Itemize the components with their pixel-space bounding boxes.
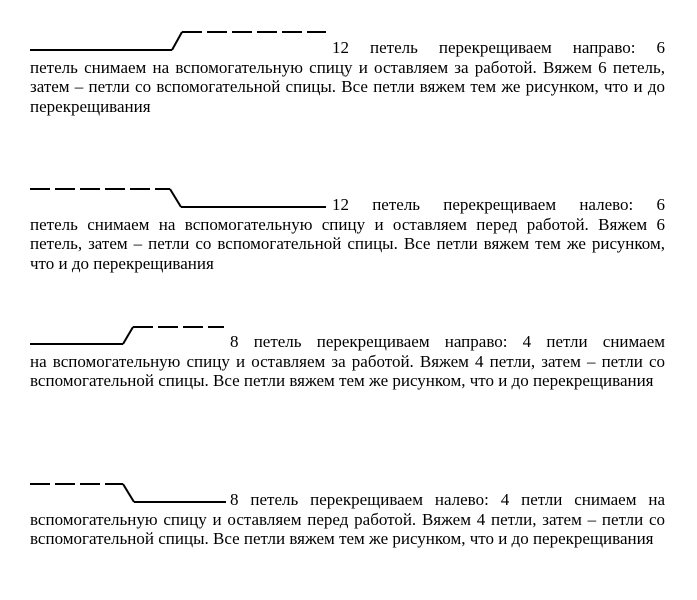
- first-line: 8 петель перекрещиваем направо: 4 петли снимаем: [230, 332, 665, 351]
- first-line: 12 петель перекрещиваем направо: 6: [332, 38, 665, 57]
- instruction-cross-left-12: [30, 185, 665, 273]
- cross-right-icon: [30, 322, 230, 348]
- cross-left-icon: [30, 480, 230, 506]
- instruction-text: петель снимаем на вспомогательную спицу и оставляем перед работой. Вяжем 6 петель, затем – петли со вспомогательной спицы. Все петли вяжем тем же рисунком, что и до перекрещивания: [30, 214, 665, 273]
- first-line: 8 петель перекрещиваем налево: 4 петли снимаем на: [230, 490, 665, 509]
- cross-right-icon: [30, 28, 330, 54]
- instruction-text: петель снимаем на вспомогательную спицу и оставляем за работой. Вяжем 6 петель, затем – петли со вспомогательной спицы. Все петли вяжем тем же рисунком, что и до перекрещивания: [30, 57, 665, 116]
- instruction-cross-right-12: [30, 28, 665, 116]
- instruction-text: вспомогательную спицу и оставляем перед работой. Вяжем 4 петли, затем – петли со вспомогательной спицы. Все петли вяжем тем же рисунком, что и до перекрещивания: [30, 509, 665, 548]
- instruction-cross-right-8: [30, 322, 665, 391]
- cross-left-icon: [30, 185, 330, 211]
- instruction-text: на вспомогательную спицу и оставляем за работой. Вяжем 4 петли, затем – петли со вспомогательной спицы. Все петли вяжем тем же рисунком, что и до перекрещивания: [30, 351, 665, 390]
- instruction-cross-left-8: [30, 480, 665, 549]
- first-line: 12 петель перекрещиваем налево: 6: [332, 195, 665, 214]
